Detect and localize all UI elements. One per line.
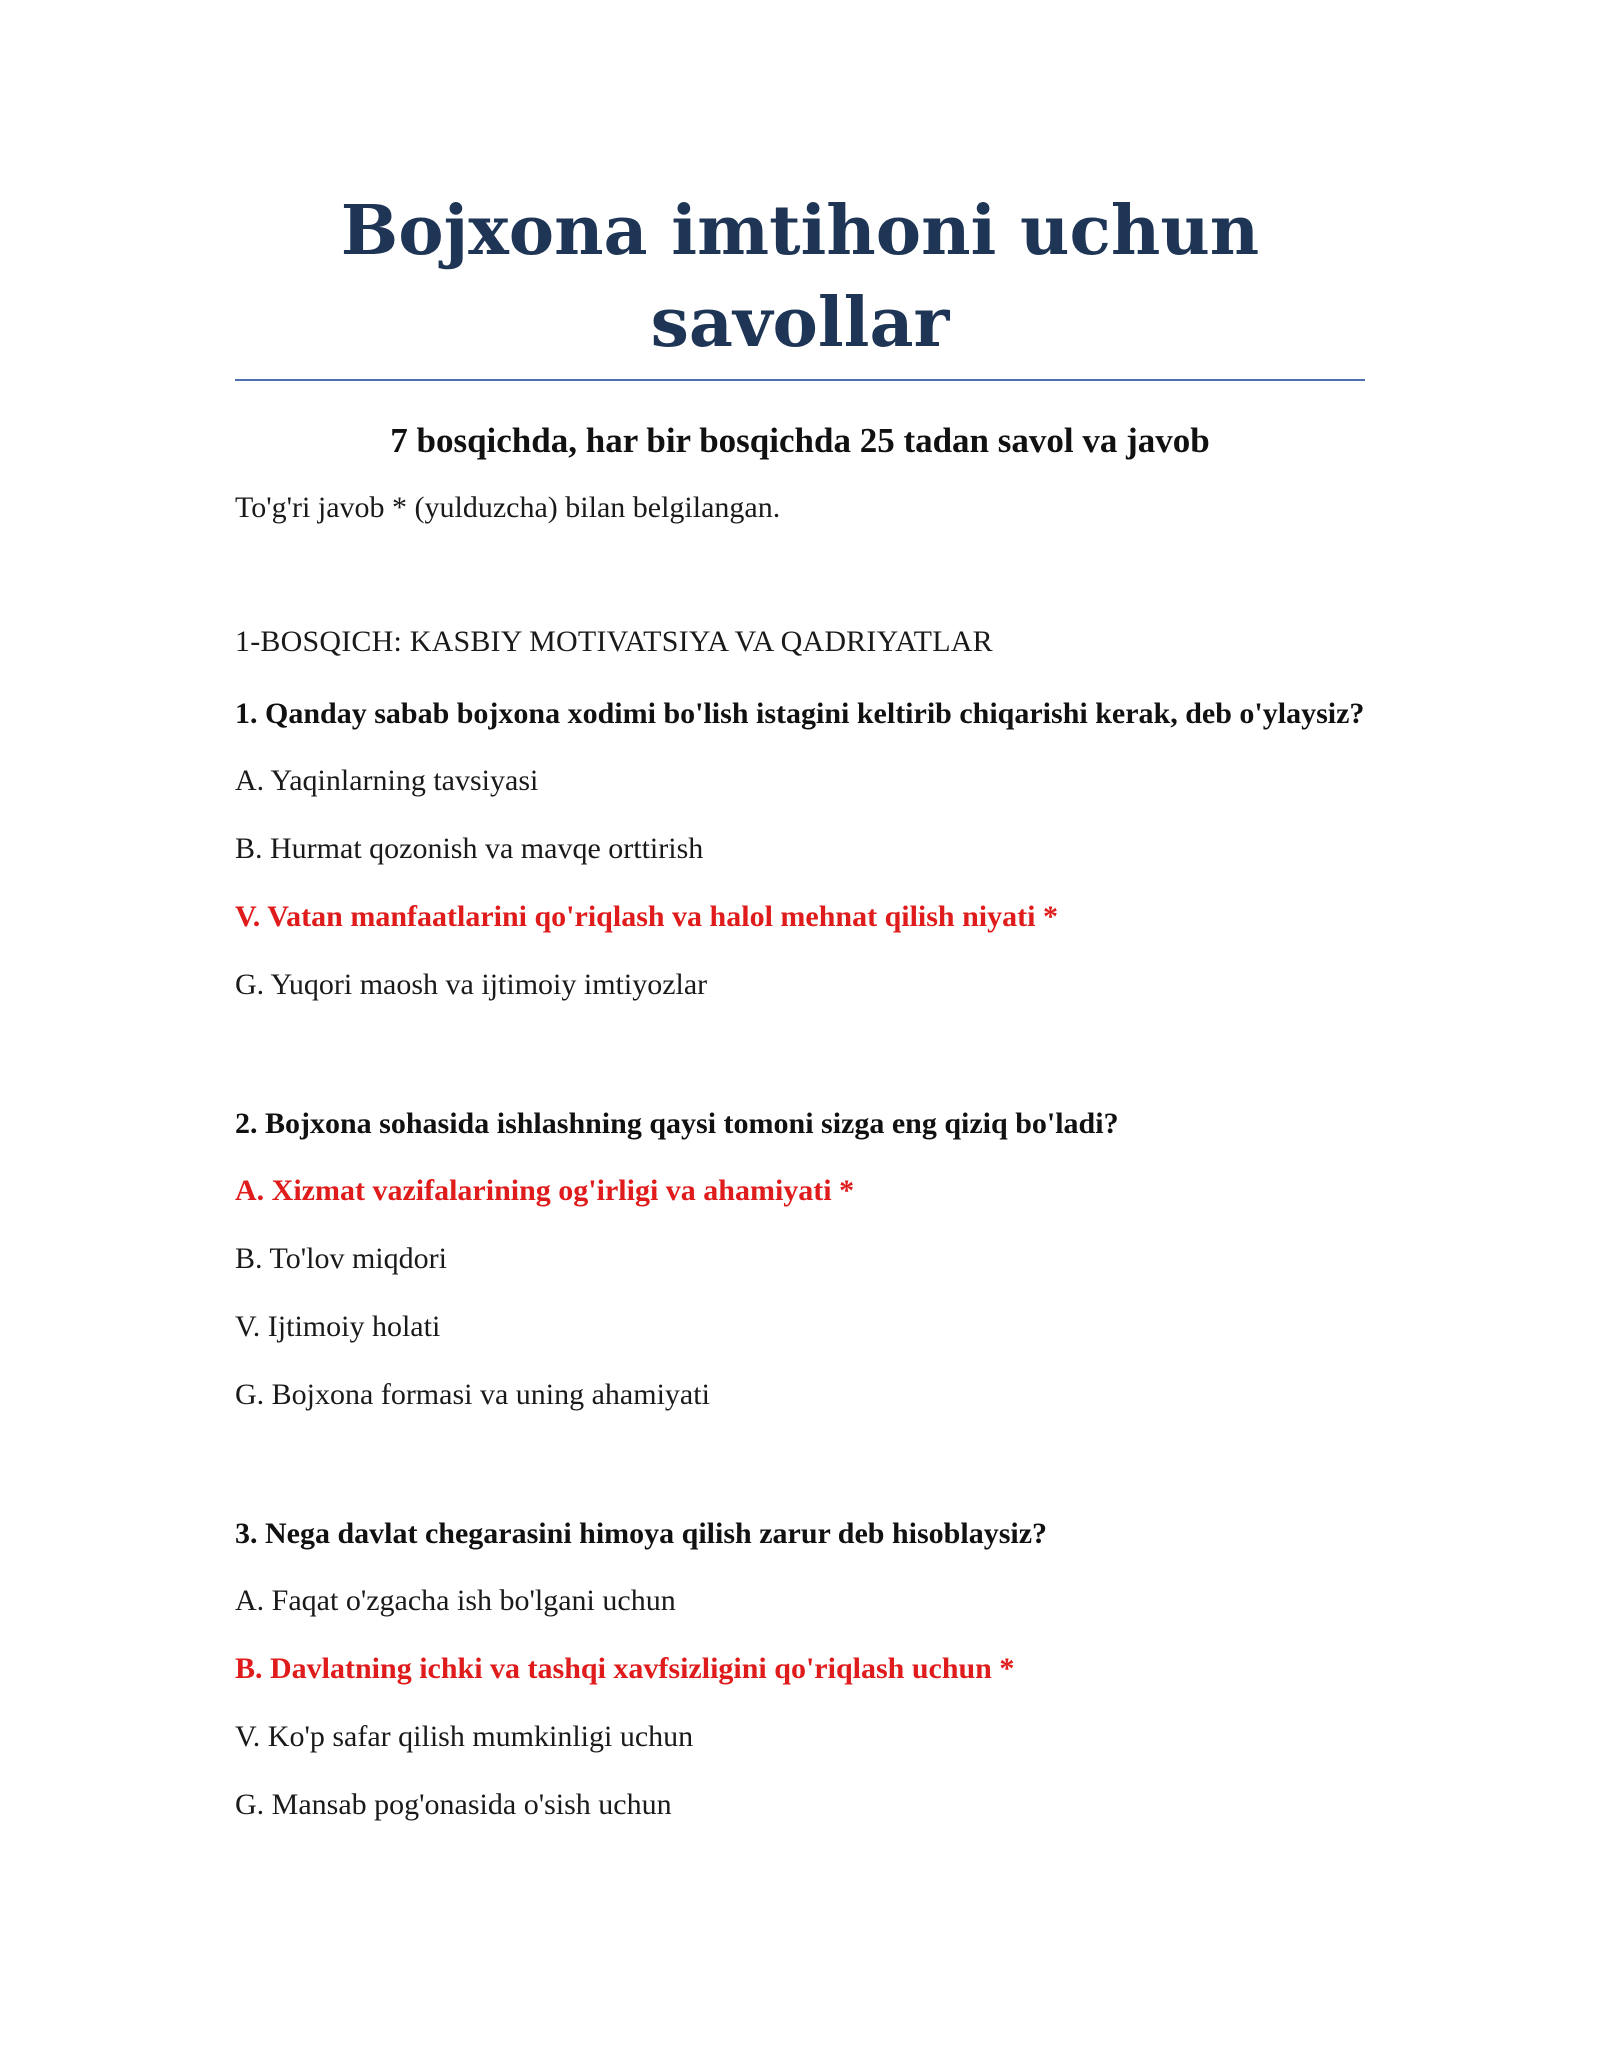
answer-option: B. To'lov miqdori [235,1242,447,1275]
question-text: 2. Bojxona sohasida ishlashning qaysi tomoni sizga eng qiziq bo'ladi? [235,1107,1119,1140]
answer-option: V. Ko'p safar qilish mumkinligi uchun [235,1720,694,1753]
title-divider [235,379,1365,381]
answer-option: A. Yaqinlarning tavsiyasi [235,764,539,797]
question-text: 1. Qanday sabab bojxona xodimi bo'lish istagini keltirib chiqarishi kerak, deb o'ylaysiz? [235,697,1365,730]
correct-answer-option: B. Davlatning ichki va tashqi xavfsizligini qo'riqlash uchun * [235,1652,1015,1685]
answer-option: G. Mansab pog'onasida o'sish uchun [235,1788,672,1821]
correct-answer-option: A. Xizmat vazifalarining og'irligi va ahamiyati * [235,1174,855,1207]
stage-heading: 1-BOSQICH: KASBIY MOTIVATSIYA VA QADRIYATLAR [235,625,993,658]
answer-key-note: To'g'ri javob * (yulduzcha) bilan belgilangan. [235,491,781,524]
document-subtitle: 7 bosqichda, har bir bosqichda 25 tadan savol va javob [390,421,1210,460]
answer-option: B. Hurmat qozonish va mavqe orttirish [235,832,704,865]
answer-option: G. Yuqori maosh va ijtimoiy imtiyozlar [235,968,708,1001]
question-3 [235,1513,1365,1825]
document-page [235,185,1365,1825]
question-2 [235,1103,1365,1415]
question-1 [235,693,1365,1005]
answer-option: V. Ijtimoiy holati [235,1310,441,1343]
document-title: Bojxona imtihoni uchun savollar [340,191,1260,363]
answer-option: G. Bojxona formasi va uning ahamiyati [235,1378,710,1411]
answer-option: A. Faqat o'zgacha ish bo'lgani uchun [235,1584,676,1617]
question-text: 3. Nega davlat chegarasini himoya qilish zarur deb hisoblaysiz? [235,1517,1048,1550]
correct-answer-option: V. Vatan manfaatlarini qo'riqlash va halol mehnat qilish niyati * [235,900,1058,933]
